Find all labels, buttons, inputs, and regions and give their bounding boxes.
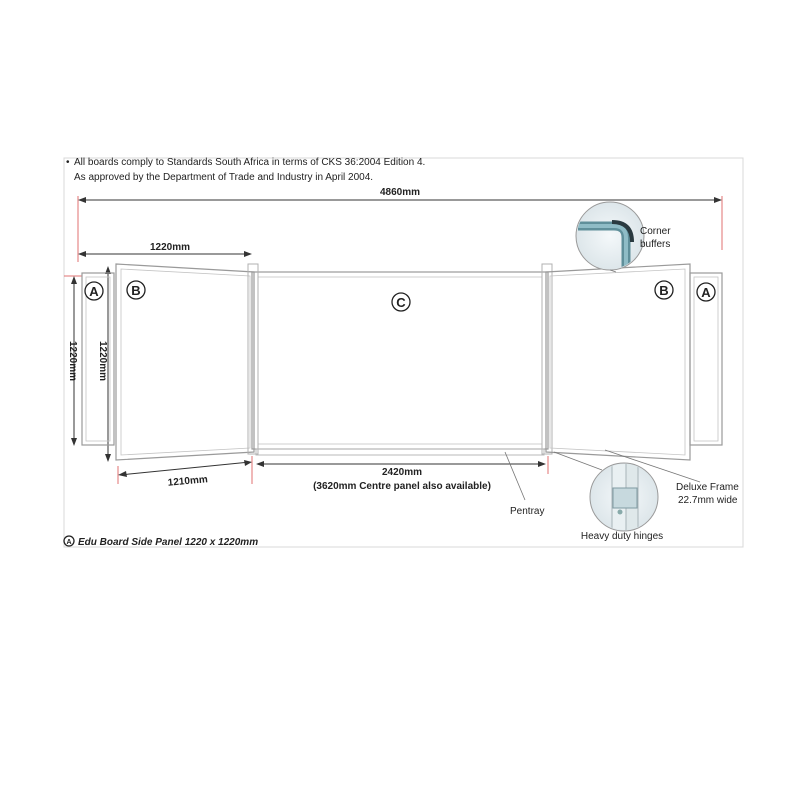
side-panel-width-dimension — [78, 242, 252, 262]
panel-label-a-right — [697, 283, 715, 301]
side-panel-bottom-dimension — [118, 456, 252, 489]
outer-height-label: 1220mm — [67, 340, 78, 382]
panel-label-c — [392, 293, 410, 311]
svg-text:A: A — [701, 285, 711, 300]
panel-label-a-left — [85, 282, 103, 300]
pentray-leader — [505, 452, 525, 500]
svg-text:A: A — [89, 284, 99, 299]
pentray-label: Pentray — [510, 506, 545, 517]
svg-text:B: B — [659, 283, 669, 298]
inner-height-label: 1220mm — [97, 340, 108, 382]
corner-buffers-inset — [576, 202, 644, 280]
heavy-duty-hinge-inset — [590, 458, 658, 538]
centre-panel-note: (3620mm Centre panel also available) — [313, 481, 491, 492]
svg-text:B: B — [131, 283, 141, 298]
panel-label-b-right — [655, 281, 673, 299]
centre-width-dimension — [256, 456, 548, 492]
deluxe-frame-label: Deluxe Frame — [676, 482, 739, 493]
overall-width-label: 4860mm — [379, 187, 421, 198]
approval-note: As approved by the Department of Trade and Industry in April 2004. — [74, 172, 374, 183]
heavy-duty-hinges-label: Heavy duty hinges — [580, 531, 664, 542]
outer-height-dimension — [64, 276, 82, 446]
centre-width-label: 2420mm — [381, 467, 423, 478]
side-panel-width-label: 1220mm — [149, 242, 191, 253]
footer-legend — [64, 536, 258, 548]
footer-symbol: A — [66, 539, 72, 546]
corner-buffers-label: Corner — [640, 226, 671, 237]
deluxe-frame-width-label: 22.7mm wide — [678, 495, 738, 506]
compliance-note: All boards comply to Standards South Africa in terms of CKS 36:2004 Edition 4. — [74, 157, 426, 168]
panel-label-b-left — [127, 281, 145, 299]
side-panel-bottom-label: 1210mm — [167, 474, 209, 489]
svg-text:C: C — [396, 295, 406, 310]
footer-text: Edu Board Side Panel 1220 x 1220mm — [78, 537, 259, 548]
corner-buffers-label-2: buffers — [640, 239, 671, 250]
pentray-bar — [256, 449, 544, 455]
bullet-marker: • — [66, 157, 70, 168]
